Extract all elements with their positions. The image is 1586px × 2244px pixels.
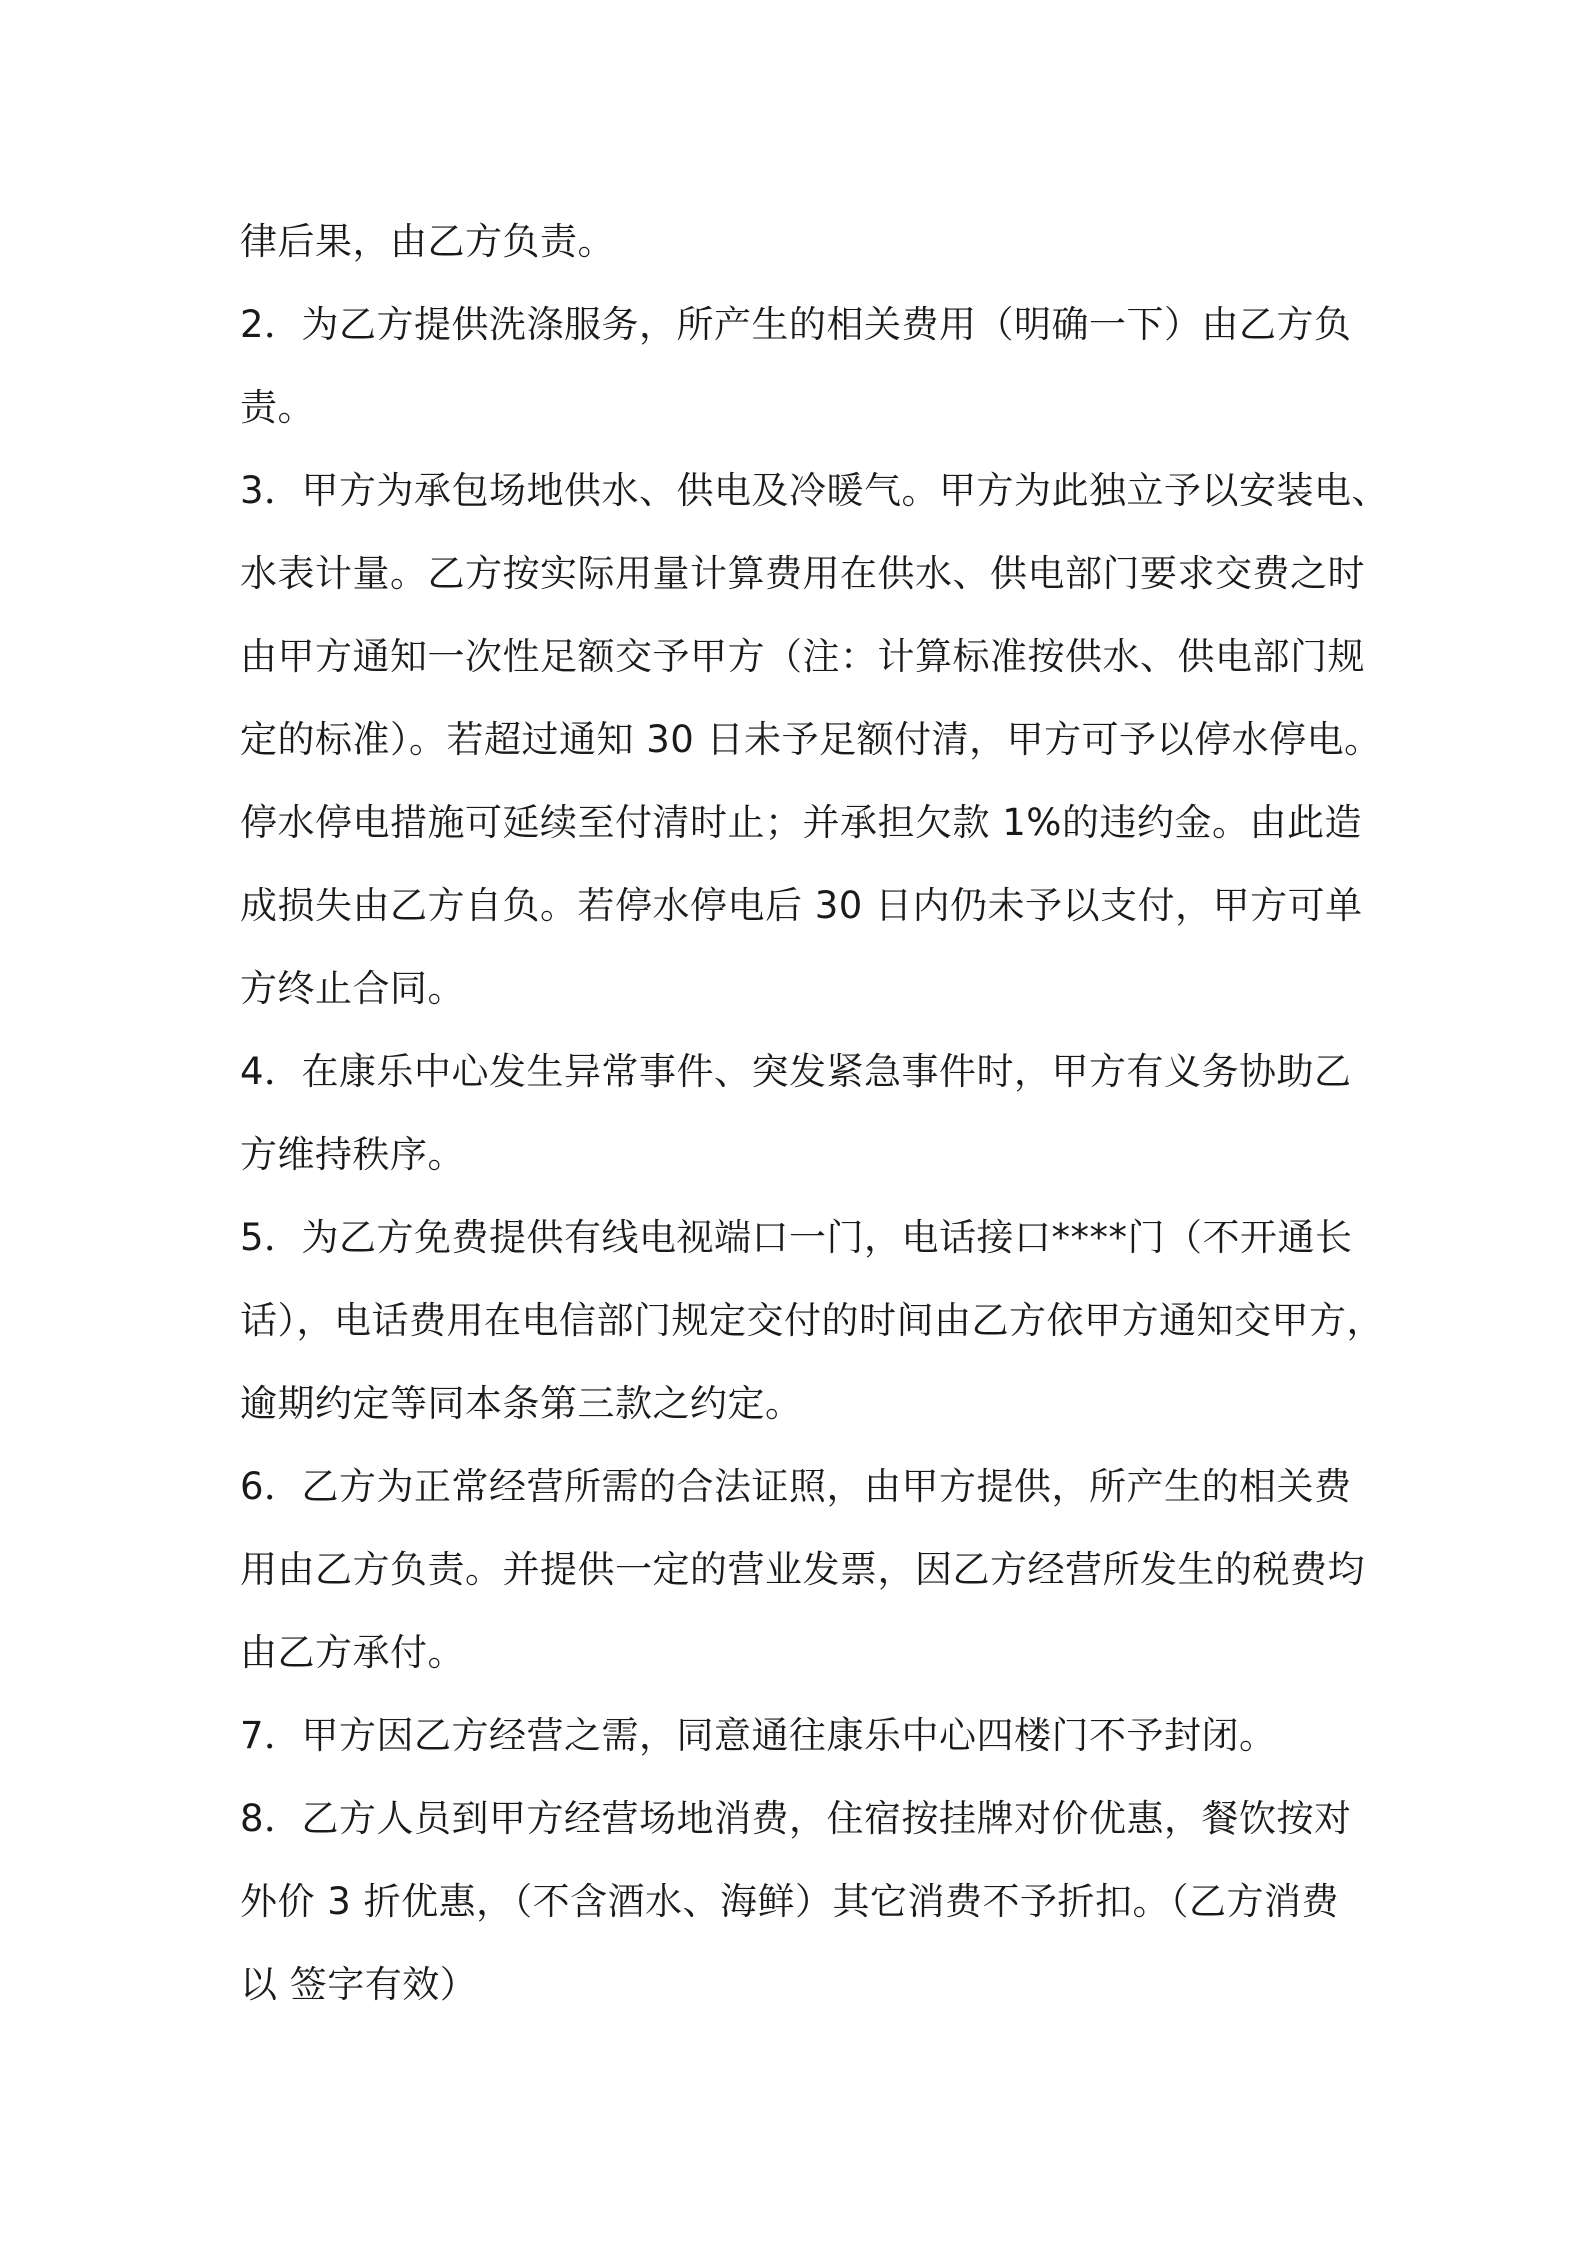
text-line: 方终止合同。	[240, 967, 465, 1010]
text-line: 责。	[240, 386, 315, 429]
text-line: 律后果，由乙方负责。	[240, 220, 615, 263]
text-line: 话），电话费用在电信部门规定交付的时间由乙方依甲方通知交甲方，	[240, 1299, 1384, 1342]
text-line: 用由乙方负责。并提供一定的营业发票，因乙方经营所发生的税费均	[240, 1548, 1365, 1591]
text-line: 3．甲方为承包场地供水、供电及冷暖气。甲方为此独立予以安装电、	[240, 469, 1390, 512]
text-line: 4．在康乐中心发生异常事件、突发紧急事件时，甲方有义务协助乙	[240, 1050, 1352, 1093]
text-line: 外价 3 折优惠，（不含酒水、海鲜）其它消费不予折扣。（乙方消费	[240, 1880, 1340, 1923]
text-line: 7．甲方因乙方经营之需，同意通往康乐中心四楼门不予封闭。	[240, 1714, 1277, 1757]
document-body	[240, 200, 1390, 2026]
text-line: 由甲方通知一次性足额交予甲方（注：计算标准按供水、供电部门规	[240, 635, 1365, 678]
text-line: 逾期约定等同本条第三款之约定。	[240, 1382, 803, 1425]
text-line: 由乙方承付。	[240, 1631, 465, 1674]
text-line: 5．为乙方免费提供有线电视端口一门，电话接口****门（不开通长	[240, 1216, 1353, 1259]
text-line: 6．乙方为正常经营所需的合法证照，由甲方提供，所产生的相关费	[240, 1465, 1352, 1508]
text-line: 水表计量。乙方按实际用量计算费用在供水、供电部门要求交费之时	[240, 552, 1365, 595]
text-line: 成损失由乙方自负。若停水停电后 30 日内仍未予以支付，甲方可单	[240, 884, 1363, 927]
text-line: 以 签字有效）	[240, 1963, 478, 2006]
text-line: 停水停电措施可延续至付清时止；并承担欠款 1%的违约金。由此造	[240, 801, 1362, 844]
text-line: 8．乙方人员到甲方经营场地消费，住宿按挂牌对价优惠，餐饮按对	[240, 1797, 1352, 1840]
text-line: 定的标准）。若超过通知 30 日未予足额付清，甲方可予以停水停电。	[240, 718, 1382, 761]
text-line: 方维持秩序。	[240, 1133, 465, 1176]
text-line: 2．为乙方提供洗涤服务，所产生的相关费用（明确一下）由乙方负	[240, 303, 1352, 346]
